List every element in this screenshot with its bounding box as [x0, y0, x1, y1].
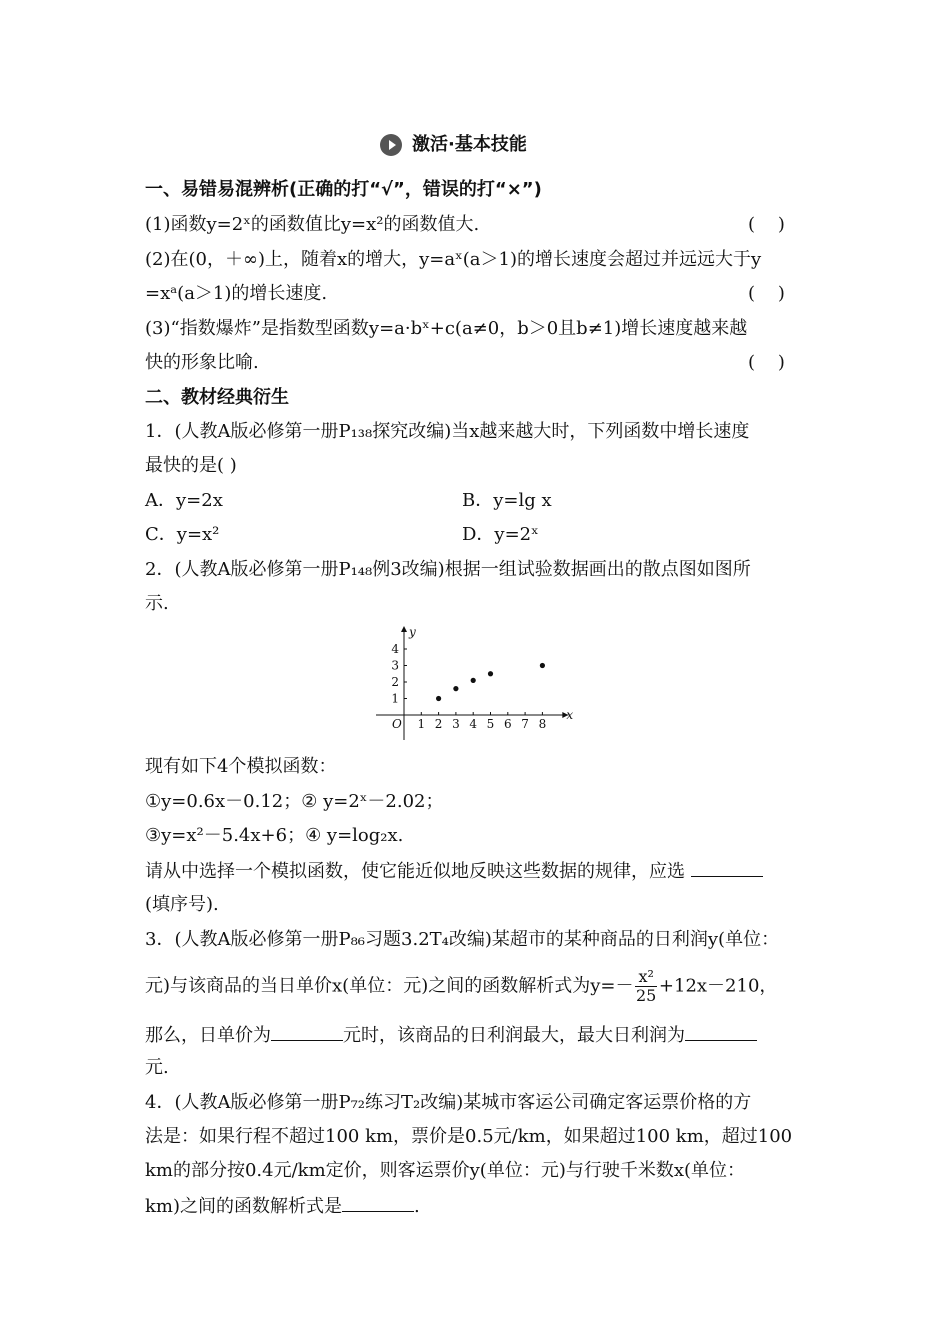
problem-3-line2: 元)与该商品的当日单价x(单位：元)之间的函数解析式为y=－ $\frac{\text{x²}}{25}$ +12x－210， — [145, 967, 778, 1005]
data-point — [471, 678, 476, 683]
answer-blank[interactable] — [271, 1022, 343, 1041]
x-tick-label: 2 — [434, 717, 443, 731]
option-d: D．y=2ˣ — [462, 524, 539, 545]
problem-4-line2: 法是：如果行程不超过100 km，票价是0.5元/km，如果超过100 km，超过100 — [145, 1126, 793, 1147]
data-point — [453, 686, 458, 691]
x-tick-label: 1 — [417, 717, 426, 731]
play-icon — [380, 134, 402, 156]
question-1: (1)函数y=2ˣ的函数值比y=x²的函数值大. — [145, 214, 480, 235]
problem-3-line4: 元. — [145, 1057, 169, 1078]
x-axis-label: x — [566, 708, 574, 722]
problem-2-line4: ①y=0.6x－0.12；② y=2ˣ－2.02； — [145, 791, 444, 812]
y-axis-arrow — [401, 626, 407, 632]
y-tick-label: 4 — [391, 642, 399, 656]
problem-2-line1: 2．(人教A版必修第一册P₁₄₈例3改编)根据一组试验数据画出的散点图如图所 — [145, 559, 751, 580]
option-a: A．y=2x — [145, 490, 223, 511]
y-tick-label: 3 — [391, 658, 399, 673]
problem-1-line1: 1．(人教A版必修第一册P₁₃₈探究改编)当x越来越大时，下列函数中增长速度 — [145, 421, 750, 442]
answer-paren-1: ( ) — [748, 214, 785, 235]
problem-4-line4: km)之间的函数解析式是 . — [145, 1193, 815, 1219]
answer-paren-3: ( ) — [748, 352, 785, 373]
question-2-line2: =xᵃ(a＞1)的增长速度. — [145, 283, 328, 304]
answer-blank[interactable] — [342, 1193, 414, 1212]
x-tick-label: 4 — [469, 717, 478, 731]
y-tick-label: 1 — [391, 691, 399, 706]
x-tick-label: 3 — [452, 717, 460, 731]
scatter-plot — [372, 622, 582, 747]
question-3-line1: (3)“指数爆炸”是指数型函数y=a·bˣ+c(a≠0，b＞0且b≠1)增长速度越来越 — [145, 318, 748, 339]
data-point — [488, 671, 493, 676]
answer-blank[interactable] — [691, 858, 763, 877]
problem-4-line1: 4．(人教A版必修第一册P₇₂练习T₂改编)某城市客运公司确定客运票价格的方 — [145, 1092, 752, 1113]
answer-paren-2: ( ) — [748, 283, 785, 304]
question-3-line2: 快的形象比喻. — [145, 352, 259, 373]
x-tick-label: 6 — [503, 717, 512, 731]
part2-heading: 二、教材经典衍生 — [145, 387, 289, 408]
problem-3-line3: 那么，日单价为 元时，该商品的日利润最大，最大日利润为 — [145, 1022, 815, 1048]
origin-label: O — [392, 717, 402, 731]
fraction: $\frac{\text{x²}}{25}$ — [636, 967, 657, 1005]
y-tick-label: 2 — [391, 675, 399, 689]
problem-1-line2: 最快的是( ) — [145, 455, 237, 476]
problem-2-line7: (填序号). — [145, 894, 219, 915]
problem-3-line1: 3．(人教A版必修第一册P₈₆习题3.2T₄改编)某超市的某种商品的日利润y(单位： — [145, 929, 780, 950]
answer-blank[interactable] — [685, 1022, 757, 1041]
part1-heading: 一、易错易混辨析(正确的打“√”，错误的打“×”) — [145, 179, 542, 200]
x-tick-label: 7 — [521, 717, 529, 731]
question-2-line1: (2)在(0，＋∞)上，随着x的增大，y=aˣ(a＞1)的增长速度会超过并远远大于y — [145, 249, 762, 270]
option-c: C．y=x² — [145, 524, 220, 545]
problem-4-line3: km的部分按0.4元/km定价，则客运票价y(单位：元)与行驶千米数x(单位： — [145, 1160, 746, 1181]
y-axis-label: y — [409, 625, 416, 639]
option-b: B．y=lg x — [462, 490, 552, 511]
x-tick-label: 8 — [538, 717, 547, 731]
problem-2-line2: 示. — [145, 593, 169, 614]
x-tick-label: 5 — [486, 717, 495, 731]
problem-2-line5: ③y=x²－5.4x+6；④ y=log₂x. — [145, 825, 404, 846]
data-point — [540, 663, 545, 668]
data-point — [436, 696, 441, 701]
problem-2-line3: 现有如下4个模拟函数： — [145, 756, 337, 777]
section-title: 激活·基本技能 — [380, 133, 527, 157]
problem-2-line6: 请从中选择一个模拟函数，使它能近似地反映这些数据的规律，应选 — [145, 858, 815, 884]
